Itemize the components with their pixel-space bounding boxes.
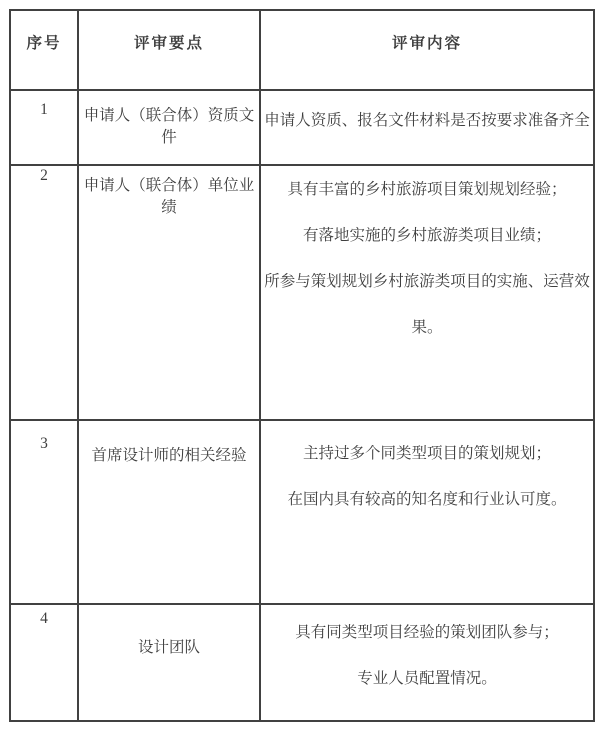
review-content	[260, 90, 594, 165]
content-paragraph: 主持过多个同类型项目的策划规划；	[302, 445, 551, 462]
review-criteria-table	[9, 9, 595, 722]
content-paragraph: 在国内具有较高的知名度和行业认可度。	[287, 491, 567, 508]
header-review-point: 评审要点	[78, 10, 260, 90]
table-row	[10, 420, 594, 604]
row-number: 4	[10, 604, 78, 721]
review-point: 申请人（联合体）资质文件	[78, 90, 260, 165]
row-number: 3	[10, 420, 78, 604]
review-point: 申请人（联合体）单位业绩	[78, 165, 260, 420]
review-content	[260, 420, 594, 604]
content-paragraph: 申请人资质、报名文件材料是否按要求准备齐全	[264, 112, 590, 129]
table-row	[10, 165, 594, 420]
content-paragraph: 有落地实施的乡村旅游类项目业绩；	[302, 227, 551, 244]
review-content	[260, 604, 594, 721]
review-content	[260, 165, 594, 420]
review-point: 首席设计师的相关经验	[78, 420, 260, 604]
table-row	[10, 90, 594, 165]
header-row	[10, 10, 594, 90]
content-paragraph: 具有同类型项目经验的策划团队参与；	[295, 624, 559, 641]
header-review-content: 评审内容	[260, 10, 594, 90]
table-row	[10, 604, 594, 721]
content-paragraph: 专业人员配置情况。	[357, 670, 497, 687]
review-point: 设计团队	[78, 604, 260, 721]
content-paragraph: 具有丰富的乡村旅游项目策划规划经验；	[287, 181, 567, 198]
content-paragraph: 所参与策划规划乡村旅游类项目的实施、运营效果。	[264, 273, 590, 336]
row-number: 2	[10, 165, 78, 420]
header-serial-number: 序号	[10, 10, 78, 90]
row-number: 1	[10, 90, 78, 165]
